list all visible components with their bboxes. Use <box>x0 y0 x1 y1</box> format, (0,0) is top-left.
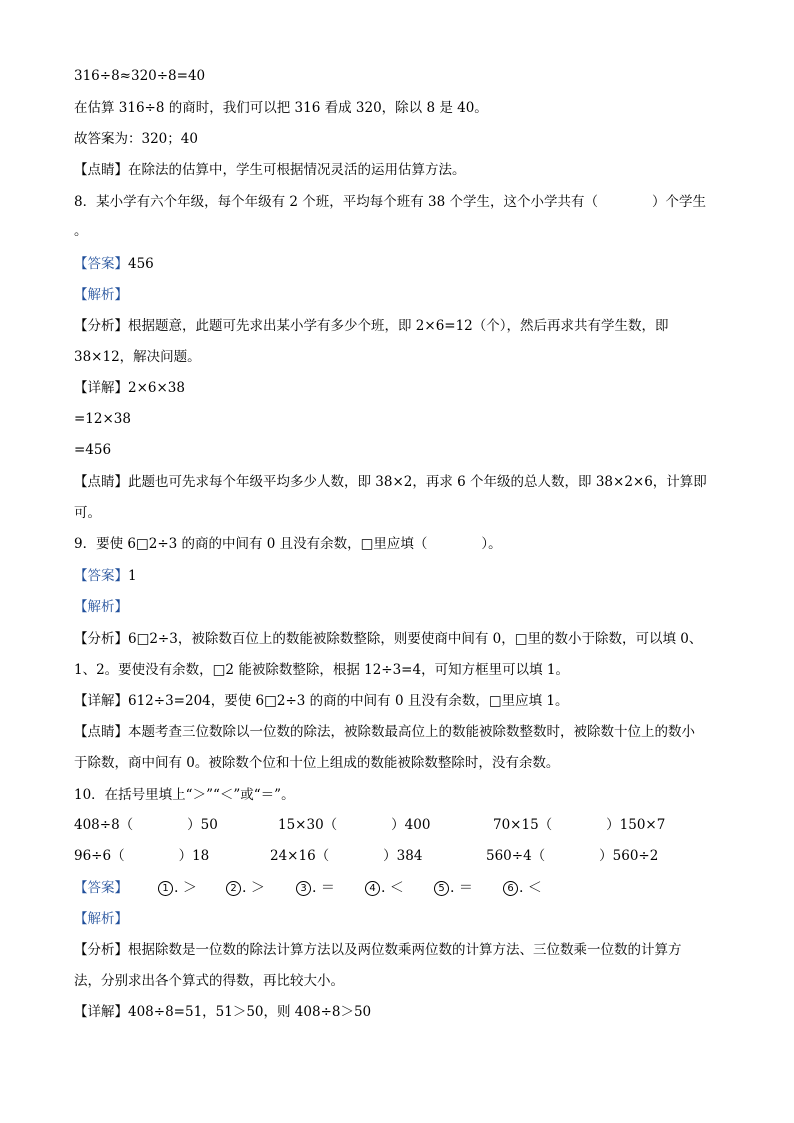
analysis-tag: 【分析】 <box>74 318 128 334</box>
detail-text: 612÷3=204，要使 6□2÷3 的商的中间有 0 且没有余数，□里应填 1。 <box>128 693 569 709</box>
answer-item: 6 . ＜ <box>503 878 542 898</box>
comment-line <box>74 472 724 492</box>
detail-line <box>74 378 724 398</box>
question-8-continued: 。 <box>74 223 88 239</box>
text-line: 38×12，解决问题。 <box>74 349 201 365</box>
circled-number: 6 <box>503 881 518 896</box>
answer-item: 4 . ＜ <box>365 878 404 898</box>
q10-item: 408÷8（ ）50 <box>74 817 218 833</box>
analysis-tag: 【分析】 <box>74 942 128 958</box>
explanation-heading <box>74 597 724 617</box>
answer-symbol: ＝ <box>320 880 335 896</box>
q10-item: 96÷6（ ）18 <box>74 848 210 864</box>
detail-text: 408÷8=51，51＞50，则 408÷8＞50 <box>128 1004 372 1020</box>
analysis-text: 根据题意，此题可先求出某小学有多少个班，即 2×6=12（个），然后再求共有学生数，即 <box>128 318 669 334</box>
answer-tag: 【答案】 <box>74 256 128 272</box>
circled-number: 2 <box>226 881 241 896</box>
answer-item: 2 . ＞ <box>226 878 265 898</box>
analysis-line <box>74 940 724 960</box>
text-line: 故答案为：320；40 <box>74 131 198 147</box>
circled-number: 5 <box>434 881 449 896</box>
detail-text: 2×6×38 <box>128 380 185 396</box>
comment-text: 在除法的估算中，学生可根据情况灵活的运用估算方法。 <box>128 162 466 178</box>
comment-tag: 【点睛】 <box>74 162 128 178</box>
comment-text: 此题也可先求每个年级平均多少人数，即 38×2，再求 6 个年级的总人数，即 38×2×6，计算即 <box>128 474 707 490</box>
answer-item: 5 . ＝ <box>434 878 473 898</box>
text-line: =456 <box>74 442 112 458</box>
circled-number: 4 <box>365 881 380 896</box>
answer-line <box>74 254 724 274</box>
answer-symbol: ＜ <box>389 880 404 896</box>
explanation-tag: 【解析】 <box>74 599 128 615</box>
answer-item: 1 . ＞ <box>158 878 197 898</box>
text-line: 316÷8≈320÷8=40 <box>74 68 206 84</box>
comment-line <box>74 160 724 180</box>
analysis-line <box>74 629 724 649</box>
question-10: 10．在括号里填上“＞”“＜”或“＝”。 <box>74 787 295 803</box>
analysis-text: 根据除数是一位数的除法计算方法以及两位数乘两位数的计算方法、三位数乘一位数的计算方 <box>128 942 682 958</box>
explanation-heading <box>74 909 724 929</box>
comment-tag: 【点睛】 <box>74 724 128 740</box>
detail-tag: 【详解】 <box>74 693 128 709</box>
question-8: 8．某小学有六个年级，每个年级有 2 个班，平均每个班有 38 个学生，这个小学共有（ ）个学生 <box>74 194 707 210</box>
answer-symbol: ＞ <box>182 880 197 896</box>
answer-symbol: ＞ <box>250 880 265 896</box>
detail-tag: 【详解】 <box>74 1004 128 1020</box>
text-line: 法，分别求出各个算式的得数，再比较大小。 <box>74 973 344 989</box>
answer-text: 1 <box>128 568 137 584</box>
circled-number: 3 <box>296 881 311 896</box>
answer-item: 3 . ＝ <box>296 878 335 898</box>
analysis-line <box>74 316 724 336</box>
explanation-heading <box>74 285 724 305</box>
q10-item: 560÷4（ ）560÷2 <box>486 848 659 864</box>
answer-symbol: ＜ <box>527 880 542 896</box>
circled-number: 1 <box>158 881 173 896</box>
detail-line <box>74 691 724 711</box>
explanation-tag: 【解析】 <box>74 911 128 927</box>
detail-line <box>74 1002 724 1022</box>
answer-text: 456 <box>128 256 154 272</box>
text-line: =12×38 <box>74 411 131 427</box>
analysis-text: 6□2÷3，被除数百位上的数能被除数整除，则要使商中间有 0，□里的数小于除数，可以填 0、 <box>128 631 703 647</box>
comment-text: 本题考查三位数除以一位数的除法，被除数最高位上的数能被除数整数时，被除数十位上的数小 <box>128 724 695 740</box>
comment-line <box>74 722 724 742</box>
text-line: 可。 <box>74 505 101 521</box>
text-line: 在估算 316÷8 的商时，我们可以把 316 看成 320，除以 8 是 40。 <box>74 100 488 116</box>
answer-line <box>74 566 724 586</box>
text-line: 1、2。要使没有余数，□2 能被除数整除，根据 12÷3=4，可知方框里可以填 1。 <box>74 662 569 678</box>
answer-symbol: ＝ <box>458 880 473 896</box>
question-9: 9．要使 6□2÷3 的商的中间有 0 且没有余数，□里应填（ ）。 <box>74 536 502 552</box>
explanation-tag: 【解析】 <box>74 287 128 303</box>
q10-item: 24×16（ ）384 <box>270 848 423 864</box>
answer-tag: 【答案】 <box>74 880 128 896</box>
text-line: 于除数，商中间有 0。被除数个位和十位上组成的数能被除数整除时，没有余数。 <box>74 755 560 771</box>
q10-item: 70×15（ ）150×7 <box>493 817 666 833</box>
analysis-tag: 【分析】 <box>74 631 128 647</box>
q10-item: 15×30（ ）400 <box>278 817 431 833</box>
answer-tag: 【答案】 <box>74 568 128 584</box>
detail-tag: 【详解】 <box>74 380 128 396</box>
comment-tag: 【点睛】 <box>74 474 128 490</box>
